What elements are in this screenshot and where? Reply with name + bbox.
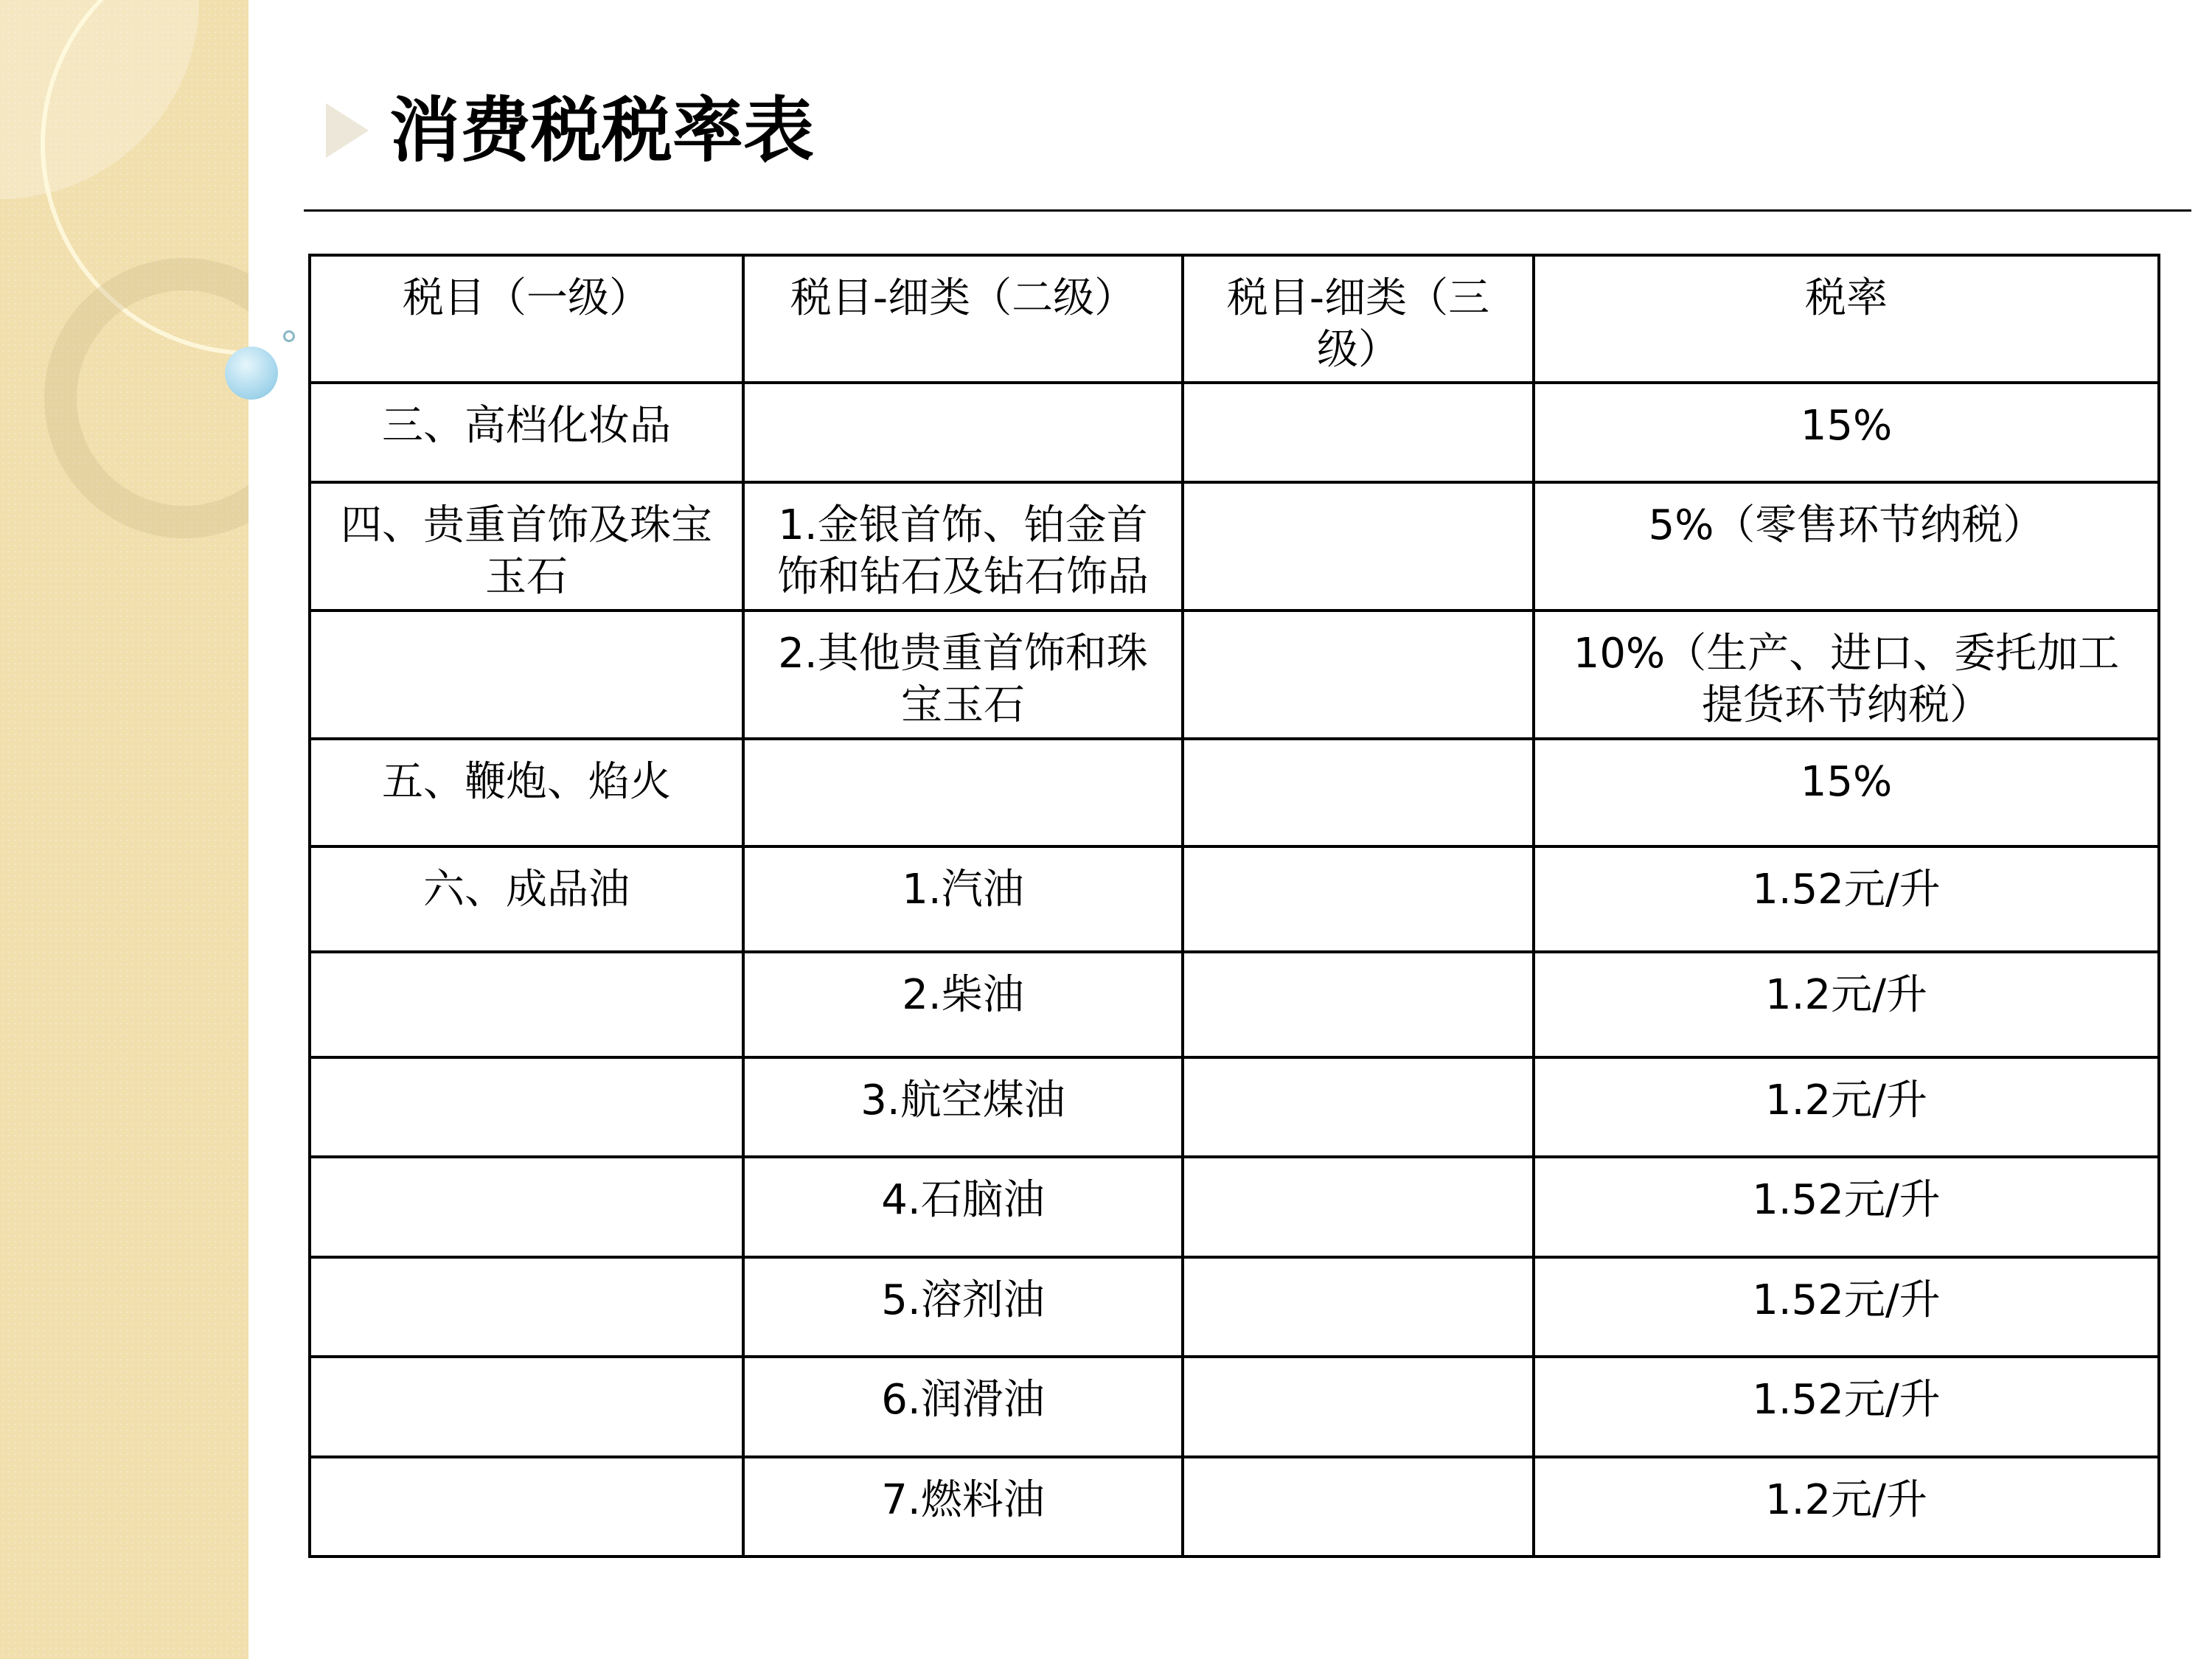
table-header-row	[310, 255, 2159, 383]
cell-rate: 1.2元/升	[1534, 1457, 2159, 1557]
table-row	[310, 482, 2159, 611]
cell-level2: 3.航空煤油	[743, 1057, 1183, 1157]
table-row	[310, 1457, 2159, 1557]
cell-level3	[1183, 1457, 1534, 1557]
cell-level3	[1183, 611, 1534, 739]
cell-level2: 7.燃料油	[743, 1457, 1183, 1557]
cell-rate: 15%	[1534, 383, 2159, 482]
cell-level2: 1.汽油	[743, 846, 1183, 952]
table-row	[310, 1057, 2159, 1157]
cell-level1: 五、鞭炮、焰火	[310, 739, 743, 846]
cell-level1	[310, 1157, 743, 1257]
table-row	[310, 611, 2159, 739]
cell-level1	[310, 1257, 743, 1357]
table-row	[310, 739, 2159, 846]
table-row	[310, 952, 2159, 1057]
cell-level2: 2.柴油	[743, 952, 1183, 1057]
cell-level2	[743, 383, 1183, 482]
cell-level3	[1183, 1357, 1534, 1457]
cell-level2: 4.石脑油	[743, 1157, 1183, 1257]
cell-rate: 5%（零售环节纳税）	[1534, 482, 2159, 611]
cell-level3	[1183, 1057, 1534, 1157]
cell-level2	[743, 739, 1183, 846]
cell-level1	[310, 611, 743, 739]
table-row	[310, 1157, 2159, 1257]
cell-level1	[310, 1057, 743, 1157]
cell-level1: 六、成品油	[310, 846, 743, 952]
cell-rate: 1.52元/升	[1534, 1257, 2159, 1357]
cell-level1	[310, 1457, 743, 1557]
cell-level1: 三、高档化妆品	[310, 383, 743, 482]
cell-level3	[1183, 383, 1534, 482]
cell-rate: 15%	[1534, 739, 2159, 846]
cell-rate: 1.2元/升	[1534, 952, 2159, 1057]
cell-level3	[1183, 952, 1534, 1057]
cell-rate: 1.52元/升	[1534, 846, 2159, 952]
cell-level3	[1183, 1257, 1534, 1357]
cell-level1	[310, 1357, 743, 1457]
cell-level1: 四、贵重首饰及珠宝玉石	[310, 482, 743, 611]
page-title: 消费税税率表	[389, 88, 814, 172]
title-arrow-icon	[326, 103, 369, 158]
header-cell-level1: 税目（一级）	[310, 255, 743, 383]
cell-level2: 5.溶剂油	[743, 1257, 1183, 1357]
header-cell-rate: 税率	[1534, 255, 2159, 383]
cell-rate: 1.52元/升	[1534, 1357, 2159, 1457]
title-divider	[304, 209, 2191, 212]
table-row	[310, 846, 2159, 952]
cell-level3	[1183, 739, 1534, 846]
cell-level3	[1183, 482, 1534, 611]
decorative-sidebar	[0, 0, 248, 1659]
cell-rate: 10%（生产、进口、委托加工提货环节纳税）	[1534, 611, 2159, 739]
small-bubble-decoration	[283, 330, 295, 342]
cell-rate: 1.52元/升	[1534, 1157, 2159, 1257]
cell-level3	[1183, 846, 1534, 952]
cell-level2: 1.金银首饰、铂金首饰和钻石及钻石饰品	[743, 482, 1183, 611]
ring-decoration	[44, 258, 248, 538]
table-row	[310, 1257, 2159, 1357]
header-cell-level3: 税目-细类（三级）	[1183, 255, 1534, 383]
table-row	[310, 1357, 2159, 1457]
table-row	[310, 383, 2159, 482]
tax-rate-table	[308, 254, 2160, 1558]
cell-level2: 6.润滑油	[743, 1357, 1183, 1457]
bubble-decoration	[225, 347, 278, 400]
header-cell-level2: 税目-细类（二级）	[743, 255, 1183, 383]
cell-level1	[310, 952, 743, 1057]
cell-level3	[1183, 1157, 1534, 1257]
cell-level2: 2.其他贵重首饰和珠宝玉石	[743, 611, 1183, 739]
cell-rate: 1.2元/升	[1534, 1057, 2159, 1157]
